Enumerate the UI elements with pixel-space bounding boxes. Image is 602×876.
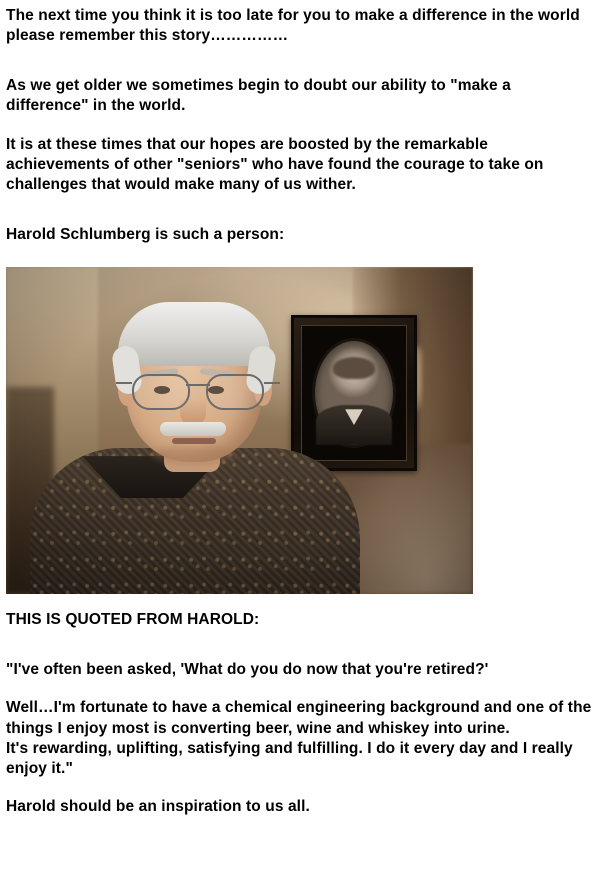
quote-line-2: Well…I'm fortunate to have a chemical engineering background and one of the things I enjoy most is converting beer, wine and whiskey into urine.	[6, 699, 592, 737]
portrait-hair	[333, 357, 375, 379]
closing-line: Harold should be an inspiration to us all.	[6, 797, 310, 815]
oval-portrait	[315, 341, 393, 445]
photo-canvas	[6, 267, 473, 594]
glasses-lens-right	[206, 374, 264, 410]
paragraph-older: As we get older we sometimes begin to doubt our ability to "make a difference" in the world.	[6, 77, 511, 115]
spacer	[6, 117, 594, 135]
spacer	[6, 779, 594, 797]
photo-harold-schlumberg	[6, 267, 473, 594]
quote-line-3: It's rewarding, uplifting, satisfying and fulfilling. I do it every day and I really enjoy it."	[6, 739, 573, 777]
paragraph-intro: The next time you think it is too late for you to make a difference in the world please remember this story……………	[6, 7, 580, 45]
spacer	[6, 195, 594, 225]
man-mouth	[172, 438, 216, 444]
quote-line-1: "I've often been asked, 'What do you do now that you're retired?'	[6, 661, 489, 679]
glasses-bridge	[186, 384, 210, 386]
man-figure	[68, 294, 318, 594]
spacer	[6, 630, 594, 660]
glasses-temple-right	[264, 382, 280, 384]
man-hair	[118, 302, 270, 366]
man-mustache	[160, 422, 226, 436]
quote-header: THIS IS QUOTED FROM HAROLD:	[6, 611, 260, 629]
man-chin-shadow	[152, 446, 236, 464]
paragraph-person: Harold Schlumberg is such a person:	[6, 225, 285, 243]
quote-section	[6, 610, 594, 817]
spacer	[6, 680, 594, 698]
glasses-temple-left	[116, 382, 132, 384]
spacer	[6, 46, 594, 76]
paragraph-hopes: It is at these times that our hopes are boosted by the remarkable achievements of other "seniors" who have found the courage to take on challenges that would make many of us wither.	[6, 135, 544, 193]
